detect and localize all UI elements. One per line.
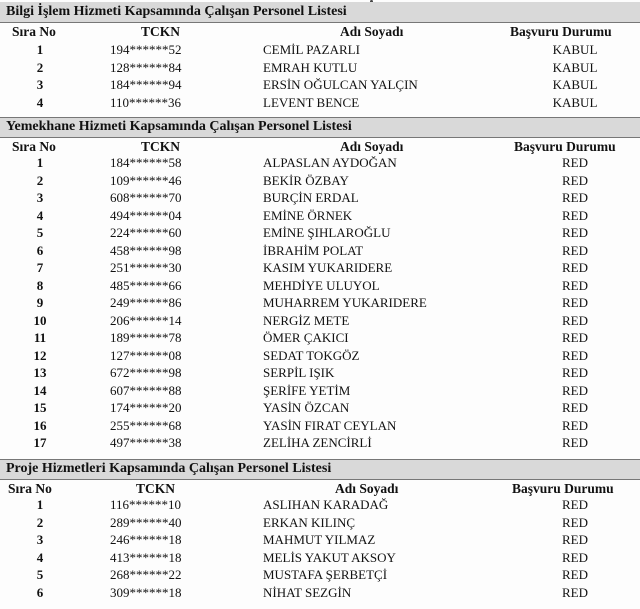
col-header-tckn: TCKN <box>141 139 181 154</box>
col-header-tckn: TCKN <box>136 481 176 496</box>
row-tckn: 249******86 <box>110 295 182 310</box>
section-title: Bilgi İşlem Hizmeti Kapsamında Çalışan Personel Listesi <box>6 4 347 19</box>
table-row <box>0 295 640 313</box>
row-status: RED <box>562 584 588 600</box>
table-row <box>0 260 640 278</box>
row-name: EMRAH KUTLU <box>263 59 358 75</box>
row-tckn: 485******66 <box>110 277 182 293</box>
table-row <box>0 225 640 243</box>
row-number: 9 <box>36 295 44 310</box>
row-status: RED <box>562 400 588 415</box>
row-tckn: 184******58 <box>110 155 182 170</box>
row-number: 1 <box>36 497 44 512</box>
row-status: RED <box>562 207 588 223</box>
row-number: 6 <box>36 242 44 258</box>
row-number: 1 <box>36 42 44 57</box>
table-row <box>0 155 640 173</box>
table-row <box>0 208 640 226</box>
table-row <box>0 173 640 191</box>
table-row <box>0 418 640 436</box>
row-status: RED <box>562 190 588 205</box>
row-tckn: 224******60 <box>110 225 182 240</box>
table-row <box>0 313 640 331</box>
row-number: 15 <box>33 400 47 415</box>
row-tckn: 194******52 <box>110 42 182 57</box>
row-status: RED <box>562 435 588 450</box>
row-name: NİHAT SEZGİN <box>263 584 352 600</box>
section-title: Yemekhane Hizmeti Kapsamında Çalışan Personel Listesi <box>6 119 352 134</box>
row-name: EMİNE ÖRNEK <box>263 207 353 223</box>
row-status: RED <box>562 347 588 363</box>
row-status: RED <box>562 330 588 345</box>
row-tckn: 497******38 <box>110 435 182 450</box>
row-tckn: 255******68 <box>110 417 182 433</box>
row-tckn: 608******70 <box>110 190 182 205</box>
table-row <box>0 60 640 78</box>
row-name: ÖMER ÇAKICI <box>263 330 349 345</box>
table-row <box>0 365 640 383</box>
row-number: 10 <box>33 312 47 328</box>
row-name: ERSİN OĞULCAN YALÇIN <box>263 77 418 92</box>
row-number: 13 <box>33 365 47 380</box>
row-tckn: 458******98 <box>110 242 182 258</box>
table-row <box>0 585 640 603</box>
row-number: 5 <box>36 567 44 582</box>
row-tckn: 109******46 <box>110 172 182 188</box>
col-header-tckn: TCKN <box>141 24 181 39</box>
row-status: RED <box>562 172 588 188</box>
row-tckn: 309******18 <box>110 584 182 600</box>
row-name: NERGİZ METE <box>263 312 350 328</box>
row-number: 4 <box>36 207 44 223</box>
row-number: 8 <box>36 277 44 293</box>
table-row <box>0 348 640 366</box>
row-status: RED <box>562 312 588 328</box>
table-row <box>0 95 640 113</box>
row-number: 11 <box>33 330 47 345</box>
row-number: 4 <box>36 94 44 110</box>
row-name: LEVENT BENCE <box>263 94 360 110</box>
table-row <box>0 497 640 515</box>
row-name: ŞERİFE YETİM <box>263 382 351 398</box>
row-name: YASİN FIRAT CEYLAN <box>263 417 397 433</box>
table-row <box>0 42 640 60</box>
row-number: 14 <box>33 382 47 398</box>
row-tckn: 413******18 <box>110 549 182 565</box>
row-number: 12 <box>33 347 47 363</box>
row-number: 16 <box>33 417 47 433</box>
row-name: MELİS YAKUT AKSOY <box>263 549 396 565</box>
row-tckn: 268******22 <box>110 567 182 582</box>
row-number: 7 <box>36 260 44 275</box>
row-name: ASLIHAN KARADAĞ <box>263 497 389 512</box>
row-name: YASİN ÖZCAN <box>263 400 350 415</box>
col-header-sira-no: Sıra No <box>12 139 56 154</box>
row-number: 3 <box>36 190 44 205</box>
table-row <box>0 550 640 568</box>
table-row <box>0 77 640 95</box>
row-name: MUSTAFA ŞERBETÇİ <box>263 567 388 582</box>
row-name: İBRAHİM POLAT <box>263 242 364 258</box>
header-divider <box>0 479 640 480</box>
row-status: RED <box>562 514 588 530</box>
row-number: 1 <box>36 155 44 170</box>
row-status: RED <box>562 277 588 293</box>
row-tckn: 184******94 <box>110 77 182 92</box>
table-row <box>0 330 640 348</box>
row-tckn: 110******36 <box>110 94 182 110</box>
row-tckn: 607******88 <box>110 382 182 398</box>
table-row <box>0 383 640 401</box>
row-status: RED <box>562 497 588 512</box>
row-number: 6 <box>36 584 44 600</box>
table-row <box>0 243 640 261</box>
row-status: KABUL <box>552 59 598 75</box>
row-name: ERKAN KILINÇ <box>263 514 356 530</box>
col-header-sira-no: Sıra No <box>8 481 52 496</box>
row-number: 2 <box>36 172 44 188</box>
col-header-adi-soyadi: Adı Soyadı <box>340 24 404 39</box>
row-name: MEHDİYE ULUYOL <box>263 277 380 293</box>
row-name: EMİNE ŞIHLAROĞLU <box>263 225 391 240</box>
row-tckn: 127******08 <box>110 347 182 363</box>
row-number: 17 <box>33 435 47 450</box>
row-name: MAHMUT YILMAZ <box>263 532 376 547</box>
table-row <box>0 190 640 208</box>
section-top-divider <box>0 117 640 118</box>
col-header-basvuru-durumu: Başvuru Durumu <box>512 481 614 496</box>
table-row <box>0 532 640 550</box>
row-number: 3 <box>36 532 44 547</box>
row-tckn: 251******30 <box>110 260 182 275</box>
col-header-basvuru-durumu: Başvuru Durumu <box>514 139 616 154</box>
header-divider <box>0 22 640 23</box>
table-row <box>0 515 640 533</box>
row-status: KABUL <box>552 94 598 110</box>
row-name: ALPASLAN AYDOĞAN <box>263 155 397 170</box>
table-row <box>0 567 640 585</box>
section-top-divider <box>0 459 640 460</box>
table-row <box>0 400 640 418</box>
row-name: BURÇİN ERDAL <box>263 190 359 205</box>
row-tckn: 116******10 <box>110 497 182 512</box>
row-tckn: 206******14 <box>110 312 182 328</box>
row-name: MUHARREM YUKARIDERE <box>263 295 427 310</box>
col-header-basvuru-durumu: Başvuru Durumu <box>510 24 612 39</box>
row-number: 3 <box>36 77 44 92</box>
row-status: RED <box>562 260 588 275</box>
row-tckn: 289******40 <box>110 514 182 530</box>
row-name: SERPİL IŞIK <box>263 365 335 380</box>
row-status: RED <box>562 549 588 565</box>
row-status: RED <box>562 417 588 433</box>
row-status: RED <box>562 382 588 398</box>
row-status: RED <box>562 225 588 240</box>
row-tckn: 189******78 <box>110 330 182 345</box>
table-row <box>0 278 640 296</box>
row-number: 2 <box>36 514 44 530</box>
col-header-sira-no: Sıra No <box>12 24 56 39</box>
col-header-adi-soyadi: Adı Soyadı <box>340 139 404 154</box>
row-status: RED <box>562 532 588 547</box>
row-number: 5 <box>36 225 44 240</box>
row-number: 2 <box>36 59 44 75</box>
row-name: ZELİHA ZENCİRLİ <box>263 435 372 450</box>
row-status: RED <box>562 567 588 582</box>
row-status: RED <box>562 155 588 170</box>
row-tckn: 174******20 <box>110 400 182 415</box>
row-tckn: 672******98 <box>110 365 182 380</box>
row-number: 4 <box>36 549 44 565</box>
row-status: RED <box>562 295 588 310</box>
row-tckn: 246******18 <box>110 532 182 547</box>
row-name: SEDAT TOKGÖZ <box>263 347 360 363</box>
section-title: Proje Hizmetleri Kapsamında Çalışan Personel Listesi <box>6 461 332 476</box>
row-status: KABUL <box>552 42 598 57</box>
row-name: CEMİL PAZARLI <box>263 42 360 57</box>
row-tckn: 128******84 <box>110 59 182 75</box>
table-row <box>0 435 640 453</box>
row-tckn: 494******04 <box>110 207 182 223</box>
row-status: RED <box>562 242 588 258</box>
header-divider <box>0 137 640 138</box>
row-name: KASIM YUKARIDERE <box>263 260 393 275</box>
col-header-adi-soyadi: Adı Soyadı <box>335 481 399 496</box>
row-status: KABUL <box>552 77 598 92</box>
row-name: BEKİR ÖZBAY <box>263 172 349 188</box>
row-status: RED <box>562 365 588 380</box>
